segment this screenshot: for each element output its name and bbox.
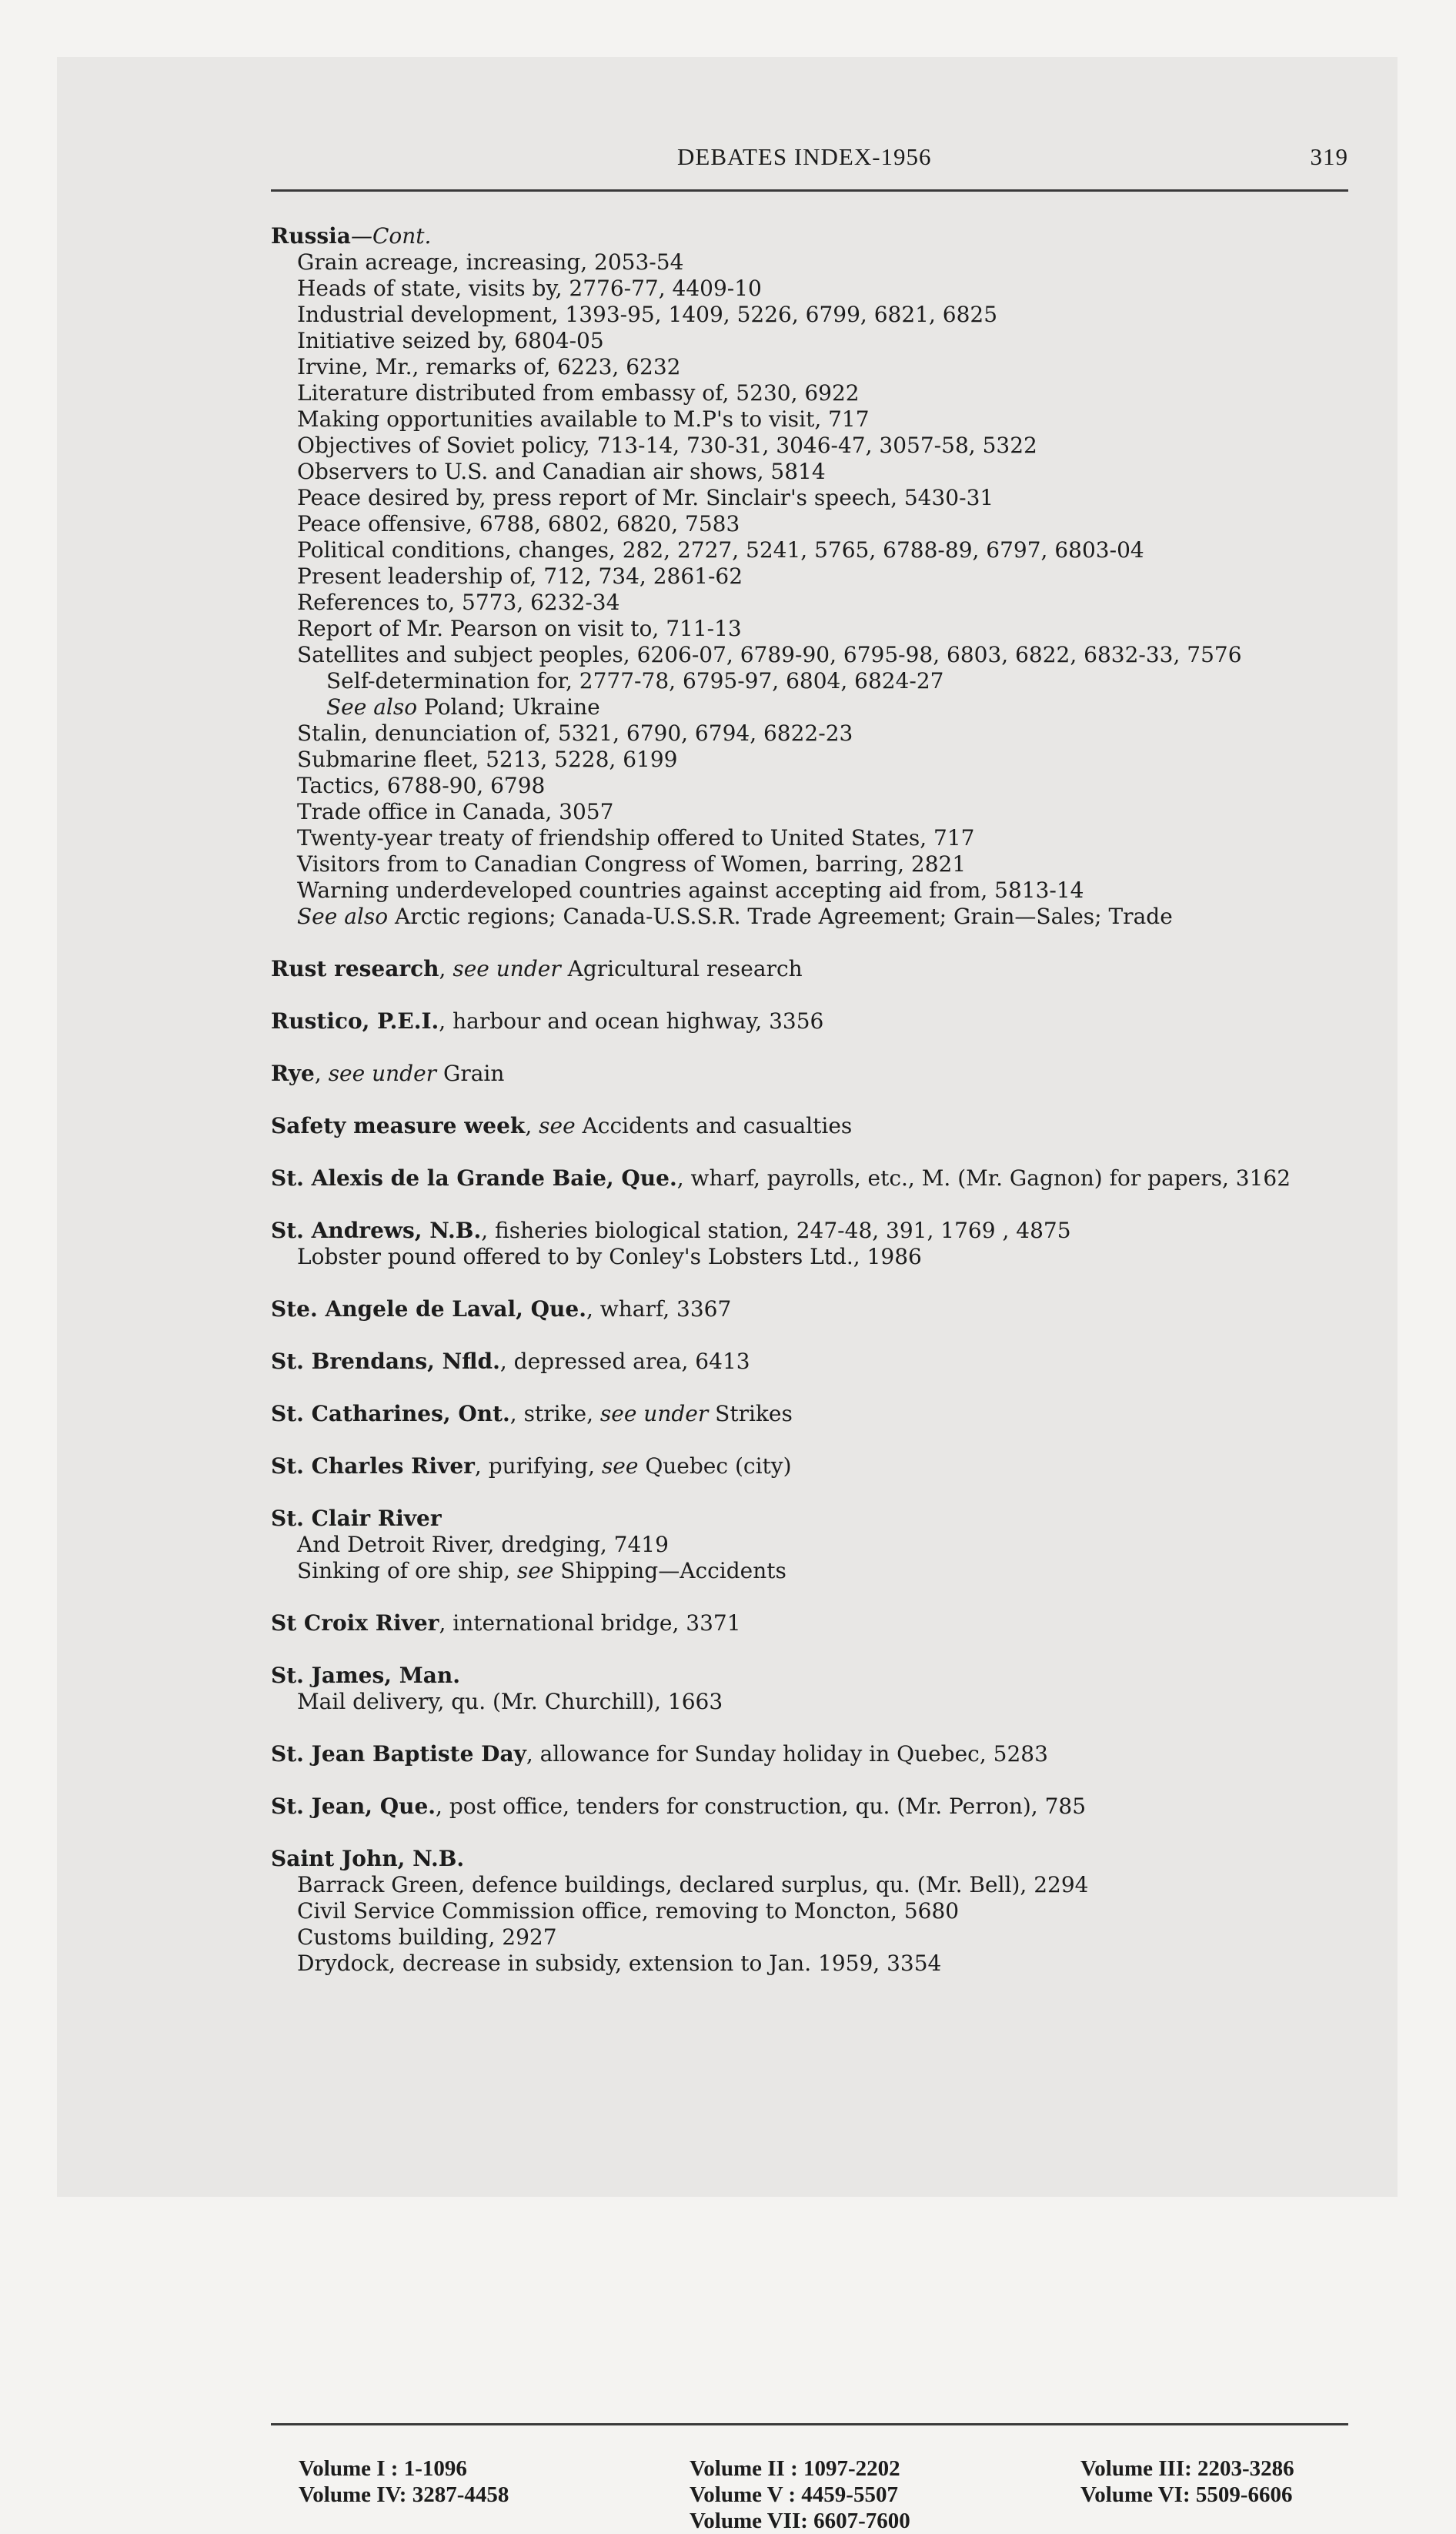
subentry-text: Sinking of ore ship,: [297, 1558, 517, 1583]
heading-detail: [525, 1113, 852, 1138]
cross-reference-label: See also: [297, 904, 389, 929]
heading-text: ,: [439, 956, 453, 981]
index-subentry: Report of Mr. Pearson on visit to, 711-13: [297, 616, 742, 641]
index-subentry: Satellites and subject peoples, 6206-07, 6789-90, 6795-98, 6803, 6822, 6832-33, 7576: [297, 642, 1242, 667]
heading-detail: [439, 1610, 740, 1636]
heading-term: Ste. Angele de Laval, Que.: [271, 1296, 586, 1322]
index-subentry: Observers to U.S. and Canadian air shows, 5814: [297, 459, 826, 484]
heading-term: St. Catharines, Ont.: [271, 1401, 510, 1426]
index-subentry: References to, 5773, 6232-34: [297, 590, 620, 615]
heading-term: St. Clair River: [271, 1506, 442, 1531]
heading-text: , wharf, payrolls, etc., M. (Mr. Gagnon) for papers, 3162: [676, 1165, 1291, 1191]
index-subentry: Customs building, 2927: [297, 1924, 557, 1950]
heading-term: Saint John, N.B.: [271, 1846, 465, 1871]
heading-term: St. Alexis de la Grande Baie, Que.: [271, 1165, 677, 1191]
index-heading: [271, 1741, 1364, 1767]
heading-detail: [315, 1061, 505, 1086]
index-subentry: Visitors from to Canadian Congress of Women, barring, 2821: [297, 851, 967, 877]
heading-detail: [510, 1401, 793, 1426]
index-subentry: Tactics, 6788-90, 6798: [297, 773, 546, 798]
cross-reference-label: See also: [326, 694, 418, 720]
index-heading: [271, 956, 1364, 982]
heading-text: , strike,: [509, 1401, 600, 1426]
index-heading: [271, 1610, 1364, 1636]
heading-term: Rust research: [271, 956, 439, 981]
index-subentry: Irvine, Mr., remarks of, 6223, 6232: [297, 354, 681, 379]
index-heading: [271, 1349, 1364, 1375]
index-subentry: Stalin, denunciation of, 5321, 6790, 6794, 6822-23: [297, 720, 853, 746]
heading-detail: [436, 1794, 1086, 1819]
volume-range: Volume VI: 5509-6606: [1080, 2482, 1293, 2507]
index-subentry: Present leadership of, 712, 734, 2861-62: [297, 563, 743, 589]
heading-text: , post office, tenders for construction, qu. (Mr. Perron), 785: [436, 1794, 1087, 1819]
heading-detail: [475, 1453, 792, 1479]
index-cross-reference: [271, 1558, 1364, 1584]
index-subentry: Trade office in Canada, 3057: [297, 799, 614, 824]
volume-range: Volume III: 2203-3286: [1080, 2456, 1294, 2481]
index-heading: [271, 1296, 1364, 1322]
cross-reference-target: Poland; Ukraine: [417, 694, 600, 720]
header-rule: [271, 189, 1348, 192]
volume-column: [690, 2455, 910, 2534]
index-subentry: Peace offensive, 6788, 6802, 6820, 7583: [297, 511, 740, 537]
heading-detail: [439, 1008, 823, 1034]
index-subentry: Lobster pound offered to by Conley's Lobsters Ltd., 1986: [297, 1244, 922, 1269]
heading-text: ,: [525, 1113, 539, 1138]
index-cross-reference: [271, 904, 1364, 930]
index-heading: [271, 1165, 1364, 1192]
index-heading: [271, 1218, 1364, 1244]
volume-column: [1080, 2455, 1294, 2508]
heading-text: , allowance for Sunday holiday in Quebec, 5283: [526, 1741, 1048, 1767]
heading-term: St. Jean Baptiste Day: [271, 1741, 526, 1767]
heading-text: , wharf, 3367: [586, 1296, 732, 1322]
volume-range: Volume VII: 6607-7600: [690, 2509, 910, 2533]
index-subentry: Submarine fleet, 5213, 5228, 6199: [297, 747, 678, 772]
volume-range: Volume I : 1-1096: [299, 2456, 467, 2481]
index-subentry: Initiative seized by, 6804-05: [297, 328, 604, 353]
heading-text: Grain: [436, 1061, 505, 1086]
heading-term: Rustico, P.E.I.: [271, 1008, 439, 1034]
heading-detail: [351, 223, 431, 249]
heading-term: St. Charles River: [271, 1453, 475, 1479]
index-subentry: Barrack Green, defence buildings, declared surplus, qu. (Mr. Bell), 2294: [297, 1872, 1089, 1897]
heading-term: St. James, Man.: [271, 1663, 460, 1688]
page-header: [271, 143, 1348, 180]
index-subentry: And Detroit River, dredging, 7419: [297, 1532, 669, 1557]
heading-detail: [500, 1349, 750, 1374]
index-subentry: Making opportunities available to M.P's to visit, 717: [297, 406, 870, 432]
cross-reference-label: —Cont.: [350, 223, 432, 249]
heading-term: St. Andrews, N.B.: [271, 1218, 482, 1243]
heading-term: Safety measure week: [271, 1113, 526, 1138]
index-subentry: Industrial development, 1393-95, 1409, 5226, 6799, 6821, 6825: [297, 302, 998, 327]
heading-term: Rye: [271, 1061, 315, 1086]
heading-term: St. Brendans, Nfld.: [271, 1349, 500, 1374]
index-subentry: Warning underdeveloped countries against accepting aid from, 5813-14: [297, 878, 1084, 903]
cross-reference-target: Shipping—Accidents: [553, 1558, 786, 1583]
cross-reference-label: see under: [452, 956, 561, 981]
index-heading: [271, 1453, 1364, 1479]
heading-text: Quebec (city): [638, 1453, 792, 1479]
index-subentry: Drydock, decrease in subsidy, extension to Jan. 1959, 3354: [297, 1951, 942, 1976]
heading-text: , depressed area, 6413: [499, 1349, 750, 1374]
index-subentry: Mail delivery, qu. (Mr. Churchill), 1663: [297, 1689, 723, 1714]
heading-text: , international bridge, 3371: [439, 1610, 741, 1636]
heading-detail: [481, 1218, 1070, 1243]
cross-reference-label: see: [516, 1558, 554, 1583]
cross-reference-label: see: [539, 1113, 576, 1138]
index-subentry: Twenty-year treaty of friendship offered to United States, 717: [297, 825, 975, 851]
index-cross-reference: [271, 694, 1364, 720]
index-heading: [271, 223, 1364, 249]
heading-text: Accidents and casualties: [575, 1113, 853, 1138]
index-heading: [271, 1794, 1364, 1820]
index-heading: [271, 1663, 1364, 1689]
index-entries: [271, 223, 1364, 1977]
heading-detail: [586, 1296, 731, 1322]
heading-term: St Croix River: [271, 1610, 439, 1636]
index-subentry: Civil Service Commission office, removing to Moncton, 5680: [297, 1898, 960, 1924]
heading-text: Strikes: [708, 1401, 793, 1426]
index-heading: [271, 1401, 1364, 1427]
index-heading: [271, 1506, 1364, 1532]
running-title: DEBATES INDEX-1956: [677, 143, 932, 170]
index-heading: [271, 1846, 1364, 1872]
heading-detail: [677, 1165, 1291, 1191]
volume-range: Volume IV: 3287-4458: [299, 2482, 509, 2507]
index-subentry: Grain acreage, increasing, 2053-54: [297, 249, 684, 275]
heading-text: , purifying,: [474, 1453, 602, 1479]
cross-reference-label: see: [601, 1453, 639, 1479]
index-subentry: Peace desired by, press report of Mr. Sinclair's speech, 5430-31: [297, 485, 994, 510]
volume-column: [299, 2455, 509, 2508]
footer-rule: [271, 2423, 1348, 2425]
heading-text: ,: [314, 1061, 329, 1086]
index-heading: [271, 1008, 1364, 1035]
index-subentry: Heads of state, visits by, 2776-77, 4409-10: [297, 276, 762, 301]
index-heading: [271, 1061, 1364, 1087]
index-subentry: Self-determination for, 2777-78, 6795-97, 6804, 6824-27: [326, 668, 944, 694]
index-heading: [271, 1113, 1364, 1139]
volume-range: Volume II : 1097-2202: [690, 2456, 900, 2481]
volume-range: Volume V : 4459-5507: [690, 2482, 898, 2507]
page-number: 319: [1310, 143, 1348, 170]
index-subentry: Literature distributed from embassy of, 5230, 6922: [297, 380, 860, 406]
cross-reference-target: Arctic regions; Canada-U.S.S.R. Trade Agreement; Grain—Sales; Trade: [388, 904, 1173, 929]
heading-text: Agricultural research: [560, 956, 803, 981]
cross-reference-label: see under: [328, 1061, 437, 1086]
heading-term: Russia: [271, 223, 351, 249]
heading-text: , fisheries biological station, 247-48, 391, 1769 , 4875: [481, 1218, 1071, 1243]
heading-detail: [526, 1741, 1048, 1767]
index-subentry: Political conditions, changes, 282, 2727, 5241, 5765, 6788-89, 6797, 6803-04: [297, 537, 1144, 563]
heading-detail: [439, 956, 803, 981]
heading-term: St. Jean, Que.: [271, 1794, 436, 1819]
index-subentry: Objectives of Soviet policy, 713-14, 730-31, 3046-47, 3057-58, 5322: [297, 433, 1037, 458]
heading-text: , harbour and ocean highway, 3356: [439, 1008, 824, 1034]
cross-reference-label: see under: [599, 1401, 709, 1426]
